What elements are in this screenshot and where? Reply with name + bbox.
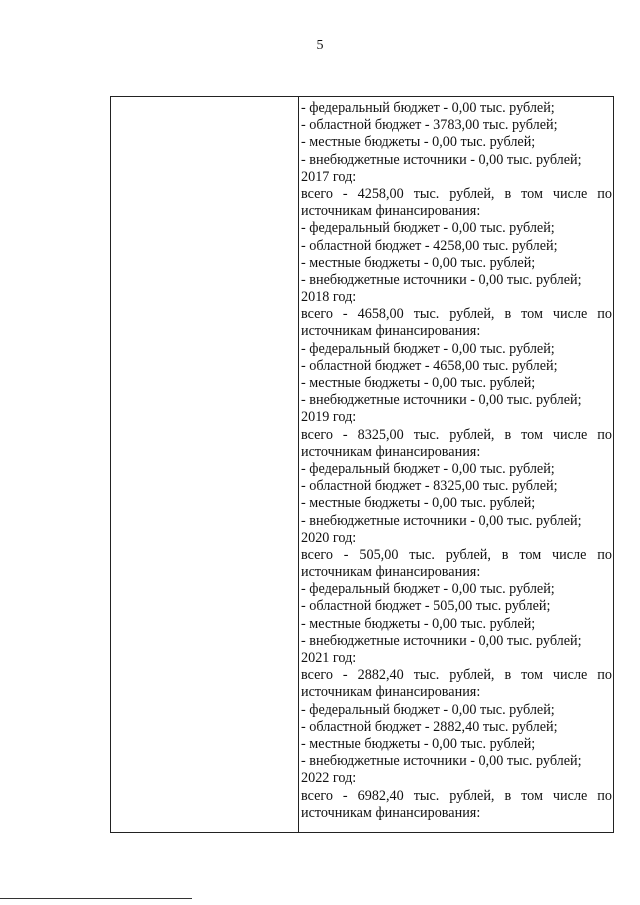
text-line: источникам финансирования:: [301, 564, 481, 581]
page-number: 5: [316, 38, 324, 53]
text-line: 2022 год:: [301, 770, 357, 787]
text-line: источникам финансирования:: [301, 203, 481, 220]
text-line: - внебюджетные источники - 0,00 тыс. рублей;: [301, 271, 582, 288]
text-line: - местные бюджеты - 0,00 тыс. рублей;: [301, 495, 536, 512]
text-line: источникам финансирования:: [301, 804, 481, 821]
text-line: - внебюджетные источники - 0,00 тыс. рублей;: [301, 632, 582, 649]
text-line: всего - 6982,40 тыс. рублей, в том числе по: [301, 787, 612, 804]
text-line: - внебюджетные источники - 0,00 тыс. рублей;: [301, 753, 582, 770]
text-line: 2017 год:: [301, 168, 357, 185]
text-line: 2020 год:: [301, 529, 357, 546]
text-line: - федеральный бюджет - 0,00 тыс. рублей;: [301, 460, 555, 477]
financing-text-cell: [301, 100, 612, 822]
text-line: - местные бюджеты - 0,00 тыс. рублей;: [301, 375, 536, 391]
text-line: - областной бюджет - 505,00 тыс. рублей;: [301, 598, 551, 615]
text-line: всего - 505,00 тыс. рублей, в том числе по: [301, 546, 612, 563]
text-line: - федеральный бюджет - 0,00 тыс. рублей;: [301, 100, 555, 116]
text-line: 2021 год:: [301, 650, 357, 666]
text-line: - федеральный бюджет - 0,00 тыс. рублей;: [301, 220, 555, 237]
text-line: источникам финансирования:: [301, 443, 481, 460]
text-line: - областной бюджет - 8325,00 тыс. рублей;: [301, 478, 558, 495]
text-line: - федеральный бюджет - 0,00 тыс. рублей;: [301, 340, 555, 357]
text-line: - местные бюджеты - 0,00 тыс. рублей;: [301, 134, 536, 151]
text-line: - местные бюджеты - 0,00 тыс. рублей;: [301, 615, 536, 632]
text-line: - внебюджетные источники - 0,00 тыс. рублей;: [301, 151, 582, 168]
text-line: всего - 4258,00 тыс. рублей, в том числе по: [301, 185, 612, 202]
text-line: источникам финансирования:: [301, 684, 481, 701]
text-line: - внебюджетные источники - 0,00 тыс. рублей;: [301, 512, 582, 529]
text-line: источникам финансирования:: [301, 323, 481, 340]
table-column-divider: [298, 96, 299, 833]
text-line: - областной бюджет - 2882,40 тыс. рублей;: [301, 718, 558, 735]
text-line: - федеральный бюджет - 0,00 тыс. рублей;: [301, 581, 555, 598]
text-line: 2018 год:: [301, 289, 357, 306]
text-line: - внебюджетные источники - 0,00 тыс. рублей;: [301, 392, 582, 409]
footnote-rule: [0, 898, 192, 899]
text-line: всего - 4658,00 тыс. рублей, в том числе по: [301, 306, 612, 323]
text-line: - местные бюджеты - 0,00 тыс. рублей;: [301, 735, 536, 752]
text-line: всего - 8325,00 тыс. рублей, в том числе по: [301, 426, 612, 443]
text-line: - областной бюджет - 4258,00 тыс. рублей;: [301, 237, 558, 254]
text-line: - федеральный бюджет - 0,00 тыс. рублей;: [301, 701, 555, 718]
text-line: - областной бюджет - 3783,00 тыс. рублей;: [301, 117, 558, 134]
text-line: 2019 год:: [301, 409, 357, 426]
text-line: всего - 2882,40 тыс. рублей, в том числе по: [301, 667, 612, 684]
text-line: - областной бюджет - 4658,00 тыс. рублей;: [301, 357, 558, 374]
text-line: - местные бюджеты - 0,00 тыс. рублей;: [301, 254, 536, 271]
